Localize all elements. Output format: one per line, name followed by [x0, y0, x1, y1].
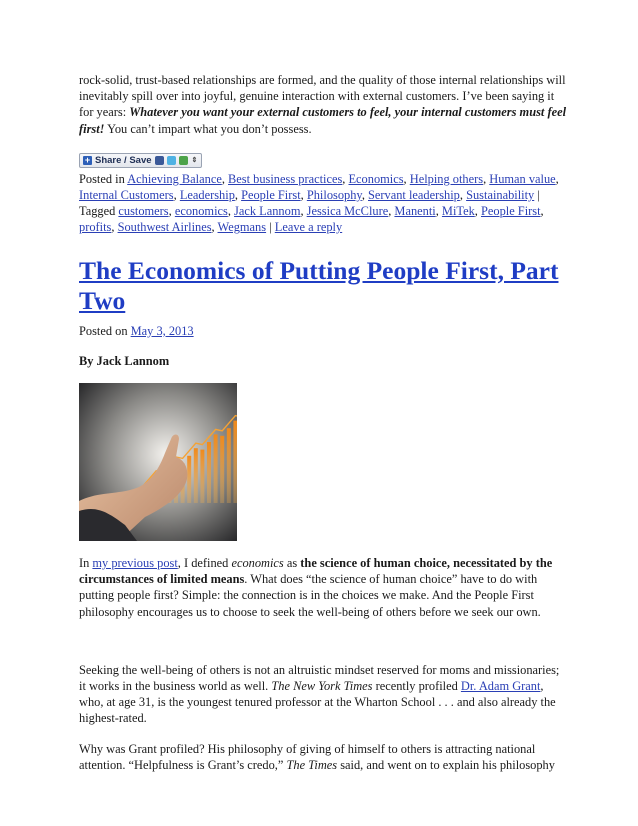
p2-emphasis: The New York Times: [271, 679, 373, 694]
tag-link[interactable]: Jessica McClure: [306, 204, 389, 219]
tag-list: customers, economics, Jack Lannom, Jessica McClure, Manenti, MiTek, People First, profits, Southwest Airlines, Wegmans: [79, 204, 544, 235]
posted-on: [79, 323, 569, 339]
paragraph-1: [79, 555, 569, 620]
category-link[interactable]: Leadership: [179, 188, 235, 203]
tagged-label: Tagged: [79, 204, 119, 219]
spacer: [79, 648, 569, 662]
p3-emphasis: The Times: [286, 757, 338, 772]
intro-text-end: You can’t impart what you don’t possess.: [104, 121, 312, 136]
tag-link[interactable]: People First: [480, 204, 541, 219]
posted-on-label: Posted on: [79, 323, 131, 338]
category-list: Achieving Balance, Best business practices, Economics, Helping others, Human value, Internal Customers, Leadership, People First, Philosophy, Servant leadership, Sustainability: [79, 171, 559, 203]
category-link[interactable]: Economics: [348, 171, 404, 186]
photo-bar: [207, 442, 211, 503]
tag-link[interactable]: Southwest Airlines: [117, 220, 212, 235]
category-link[interactable]: Achieving Balance: [127, 171, 222, 186]
twitter-icon: [167, 156, 176, 165]
category-link[interactable]: Helping others: [409, 171, 484, 186]
post-meta: [79, 171, 569, 236]
p2-text: , who, at age 31, is the youngest tenured professor at the Wharton School . . . and also already the highest-rated.: [79, 679, 556, 726]
leave-reply-link[interactable]: Leave a reply: [274, 220, 343, 235]
category-link[interactable]: Philosophy: [306, 188, 362, 203]
share-save-button[interactable]: [79, 153, 202, 168]
paragraph-3: [79, 741, 569, 773]
article-title[interactable]: The Economics of Putting People First, Part Two: [79, 255, 559, 315]
photo-bar: [227, 428, 231, 503]
photo-bar: [220, 436, 224, 503]
p1-strong: the science of human choice, necessitated by the circumstances of limited means: [79, 556, 553, 587]
photo-bar: [200, 450, 204, 503]
facebook-icon: [155, 156, 164, 165]
page: [79, 72, 569, 773]
tag-link[interactable]: MiTek: [441, 204, 475, 219]
tag-link[interactable]: profits: [79, 220, 112, 235]
p2-text: recently profiled: [372, 679, 461, 694]
intro-emphasis: Whatever you want your external customers to feel, your internal customers must feel first!: [79, 105, 567, 136]
adam-grant-link[interactable]: Dr. Adam Grant: [460, 679, 541, 694]
category-link[interactable]: Servant leadership: [368, 188, 460, 203]
p1-text: , I defined: [177, 556, 232, 571]
intro-text: rock-solid, trust-based relationships are formed, and the quality of those internal relationships will inevitably spill over into joyful, genuine interaction with external customers. I’ve been saying it for years:: [79, 73, 566, 120]
meta-separator: |: [266, 220, 275, 235]
photo-bar: [194, 448, 198, 503]
category-link[interactable]: Best business practices: [228, 171, 343, 186]
share-save-label: Share / Save: [95, 154, 152, 166]
meta-separator: |: [534, 188, 540, 203]
byline: By Jack Lannom: [79, 353, 170, 368]
previous-post-link[interactable]: my previous post: [92, 556, 178, 571]
plus-icon: +: [84, 154, 91, 165]
photo-bar: [233, 421, 237, 503]
p2-text: Seeking the well-being of others is not an altruistic mindset reserved for moms and missionaries; it works in the business world as well.: [79, 662, 560, 694]
posted-in-label: Posted in: [79, 171, 128, 186]
p1-text: In: [79, 556, 93, 571]
spacer: [79, 620, 569, 634]
p3-text: Why was Grant profiled? His philosophy of giving of himself to others is attracting national attention. “Helpfulness is Grant’s credo,”: [79, 741, 536, 772]
category-link[interactable]: People First: [241, 188, 301, 203]
tag-link[interactable]: Wegmans: [217, 220, 267, 235]
category-link[interactable]: Internal Customers: [79, 188, 174, 203]
photo-bar: [187, 456, 191, 503]
tag-link[interactable]: customers: [118, 204, 169, 219]
tag-link[interactable]: Jack Lannom: [234, 204, 301, 219]
p3-text: said, and went on to explain his philosophy: [337, 757, 555, 772]
photo-bar: [214, 434, 218, 503]
tag-link[interactable]: Manenti: [394, 204, 436, 219]
category-link[interactable]: Sustainability: [466, 188, 535, 203]
category-link[interactable]: Human value: [489, 171, 556, 186]
share-icon: [179, 156, 188, 165]
post-date-link[interactable]: May 3, 2013: [130, 323, 194, 338]
intro-paragraph: [79, 72, 569, 137]
share-row: [79, 151, 569, 168]
tag-link[interactable]: economics: [174, 204, 228, 219]
article-photo: [79, 383, 237, 541]
spacer: [79, 634, 569, 648]
paragraph-2: [79, 662, 569, 727]
p1-emphasis: economics: [231, 556, 284, 571]
p1-text: as: [283, 556, 301, 571]
p1-text: . What does “the science of human choice” have to do with putting people first? Simple: the connection is in the choices we make. And the People First philosophy encourages us to choose to seek the well-being of others before we seek our own.: [79, 572, 541, 619]
dropdown-arrows-icon: ⇕: [191, 156, 198, 164]
